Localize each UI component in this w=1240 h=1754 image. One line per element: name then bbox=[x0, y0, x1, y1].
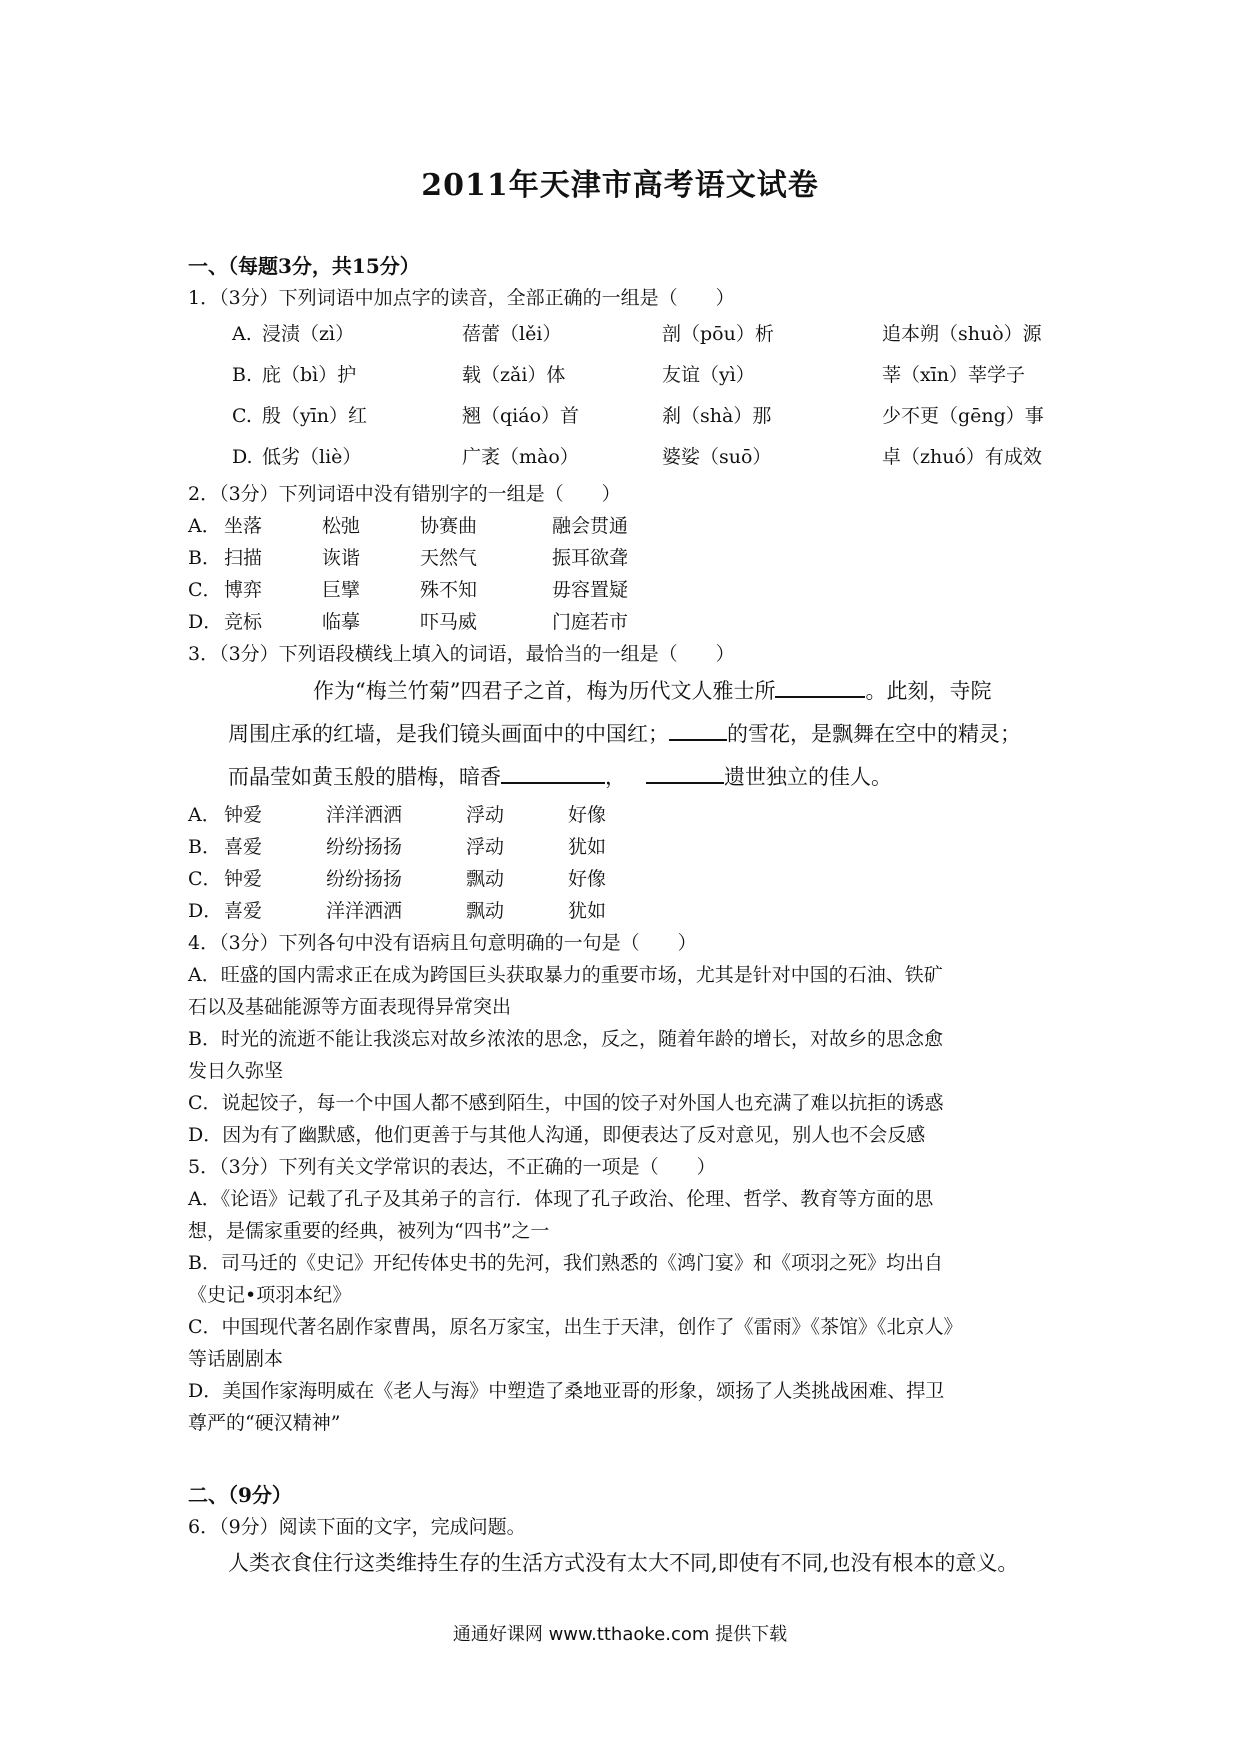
q3-option-a bbox=[188, 799, 1058, 831]
q5-option-a-line-2: 想，是儒家重要的经典，被列为“四书”之一 bbox=[188, 1220, 550, 1242]
question-3-stem: 3．（3分）下列语段横线上填入的词语，最恰当的一组是（ ） bbox=[188, 643, 735, 665]
option-cell: 松弛 bbox=[322, 515, 361, 537]
option-cell: 犹如 bbox=[568, 836, 607, 858]
option-cell: 翘（qiáo）首 bbox=[462, 405, 580, 427]
q1-option-a bbox=[232, 314, 1058, 355]
q1-option-c bbox=[232, 396, 1058, 437]
option-label: B. bbox=[232, 364, 253, 386]
option-cell: 纷纷扬扬 bbox=[326, 868, 403, 890]
question-4-stem: 4．（3分）下列各句中没有语病且句意明确的一句是（ ） bbox=[188, 932, 697, 954]
passage-text: 的雪花，是飘舞在空中的精灵； bbox=[727, 722, 1021, 746]
option-label: D. bbox=[232, 446, 253, 468]
option-label: C. bbox=[232, 405, 252, 427]
footer-source: 通通好课网 www.tthaoke.com 提供下载 bbox=[452, 1624, 788, 1645]
question-2-options bbox=[188, 510, 1058, 638]
option-cell: 剖（pōu）析 bbox=[662, 323, 774, 345]
q2-option-a bbox=[188, 510, 1058, 542]
option-cell: 融会贯通 bbox=[552, 515, 629, 537]
option-cell: 婆娑（suō） bbox=[662, 446, 772, 468]
passage-text: 作为“梅兰竹菊”四君子之首，梅为历代文人雅士所 bbox=[313, 679, 776, 703]
q3-option-d bbox=[188, 895, 1058, 927]
option-label: A. bbox=[232, 323, 252, 345]
option-cell: 殊不知 bbox=[420, 579, 478, 601]
question-6-passage: 人类衣食住行这类维持生存的生活方式没有太大不同,即使有不同,也没有根本的意义。 bbox=[228, 1551, 1019, 1575]
q4-option-b-line-2: 发日久弥坚 bbox=[188, 1060, 284, 1082]
passage-line-1 bbox=[228, 670, 1058, 713]
option-cell: 洋洋洒洒 bbox=[326, 804, 403, 826]
option-cell: 好像 bbox=[568, 868, 607, 890]
section-1-heading: 一、（每题3分，共15分） bbox=[188, 254, 420, 278]
option-cell: 低劣（liè） bbox=[262, 446, 362, 468]
page-title: 2011年天津市高考语文试卷 bbox=[421, 168, 819, 203]
q2-option-d bbox=[188, 606, 1058, 638]
q2-option-b bbox=[188, 542, 1058, 574]
answer-blank bbox=[775, 672, 865, 698]
passage-text: 遗世独立的佳人。 bbox=[724, 765, 893, 789]
option-cell: 吓马威 bbox=[420, 611, 478, 633]
option-cell: 好像 bbox=[568, 804, 607, 826]
option-cell: 振耳欲聋 bbox=[552, 547, 629, 569]
option-cell: 钟爱 bbox=[224, 868, 263, 890]
option-cell: 诙谐 bbox=[322, 547, 361, 569]
q5-option-b-line-2: 《史记•项羽本纪》 bbox=[188, 1284, 352, 1306]
option-cell: 协赛曲 bbox=[420, 515, 478, 537]
option-cell: 纷纷扬扬 bbox=[326, 836, 403, 858]
option-cell: 钟爱 bbox=[224, 804, 263, 826]
option-cell: 友谊（yì） bbox=[662, 364, 755, 386]
q5-option-c-line-1: C．中国现代著名剧作家曹禺，原名万家宝，出生于天津，创作了《雷雨》《茶馆》《北京人》 bbox=[188, 1316, 963, 1338]
q5-option-a-line-1: A．《论语》记载了孔子及其弟子的言行．体现了孔子政治、伦理、哲学、教育等方面的思 bbox=[188, 1188, 934, 1210]
option-label: B． bbox=[188, 836, 221, 858]
q5-option-d-line-1: D．美国作家海明威在《老人与海》中塑造了桑地亚哥的形象，颂扬了人类挑战困难、捍卫 bbox=[188, 1380, 945, 1402]
exam-content bbox=[188, 250, 1058, 1583]
option-label: B． bbox=[188, 547, 221, 569]
option-cell: 庇（bì）护 bbox=[262, 364, 357, 386]
option-cell: 卓（zhuó）有成效 bbox=[882, 446, 1042, 468]
q4-option-d: D．因为有了幽默感，他们更善于与其他人沟通，即便表达了反对意见，别人也不会反感 bbox=[188, 1124, 926, 1146]
q5-option-c-line-2: 等话剧剧本 bbox=[188, 1348, 284, 1370]
section-2-heading: 二、（9分） bbox=[188, 1483, 292, 1507]
question-3-options bbox=[188, 799, 1058, 927]
option-cell: 浮动 bbox=[466, 836, 505, 858]
option-cell: 殷（yīn）红 bbox=[262, 405, 368, 427]
option-cell: 天然气 bbox=[420, 547, 478, 569]
q1-option-d bbox=[232, 437, 1058, 478]
option-cell: 洋洋洒洒 bbox=[326, 900, 403, 922]
q4-option-c: C．说起饺子，每一个中国人都不感到陌生，中国的饺子对外国人也充满了难以抗拒的诱惑 bbox=[188, 1092, 944, 1114]
option-cell: 犹如 bbox=[568, 900, 607, 922]
option-cell: 飘动 bbox=[466, 900, 505, 922]
answer-blank bbox=[501, 758, 605, 784]
option-cell: 坐落 bbox=[224, 515, 263, 537]
passage-text: 周围庄承的红墙，是我们镜头画面中的中国红； bbox=[228, 722, 669, 746]
question-1-options bbox=[232, 314, 1058, 478]
option-cell: 少不更（gēng）事 bbox=[882, 405, 1044, 427]
question-1-stem: 1．（3分）下列词语中加点字的读音，全部正确的一组是（ ） bbox=[188, 287, 735, 309]
q5-option-d-line-2: 尊严的“硬汉精神” bbox=[188, 1412, 341, 1434]
q2-option-c bbox=[188, 574, 1058, 606]
option-cell: 刹（shà）那 bbox=[662, 405, 772, 427]
option-cell: 追本朔（shuò）源 bbox=[882, 323, 1042, 345]
option-label: D． bbox=[188, 900, 223, 922]
option-cell: 载（zǎi）体 bbox=[462, 364, 566, 386]
option-cell: 浮动 bbox=[466, 804, 505, 826]
question-2-stem: 2．（3分）下列词语中没有错别字的一组是（ ） bbox=[188, 483, 621, 505]
q4-option-a-line-2: 石以及基础能源等方面表现得异常突出 bbox=[188, 996, 512, 1018]
option-cell: 莘（xīn）莘学子 bbox=[882, 364, 1026, 386]
option-cell: 扫描 bbox=[224, 547, 263, 569]
option-cell: 飘动 bbox=[466, 868, 505, 890]
q4-option-a-line-1: A．旺盛的国内需求正在成为跨国巨头获取暴力的重要市场，尤其是针对中国的石油、铁矿 bbox=[188, 964, 943, 986]
option-label: D． bbox=[188, 611, 223, 633]
passage-text: ， bbox=[605, 765, 626, 789]
passage-line-2 bbox=[228, 713, 1058, 756]
option-cell: 喜爱 bbox=[224, 900, 263, 922]
section-gap bbox=[188, 1439, 1058, 1479]
question-3-passage bbox=[228, 670, 1058, 799]
passage-text: 。此刻，寺院 bbox=[865, 679, 992, 703]
q3-option-c bbox=[188, 863, 1058, 895]
answer-blank bbox=[669, 715, 727, 741]
option-label: A． bbox=[188, 515, 221, 537]
option-cell: 博弈 bbox=[224, 579, 263, 601]
q1-option-b bbox=[232, 355, 1058, 396]
q4-option-b-line-1: B．时光的流逝不能让我淡忘对故乡浓浓的思念，反之，随着年龄的增长，对故乡的思念愈 bbox=[188, 1028, 943, 1050]
option-cell: 毋容置疑 bbox=[552, 579, 629, 601]
question-5-stem: 5．（3分）下列有关文学常识的表达，不正确的一项是（ ） bbox=[188, 1156, 716, 1178]
q5-option-b-line-1: B．司马迁的《史记》开纪传体史书的先河，我们熟悉的《鸿门宴》和《项羽之死》均出自 bbox=[188, 1252, 943, 1274]
option-cell: 蓓蕾（lěi） bbox=[462, 323, 562, 345]
option-cell: 广袤（mào） bbox=[462, 446, 579, 468]
passage-text: 而晶莹如黄玉般的腊梅，暗香 bbox=[228, 765, 501, 789]
passage-line-3 bbox=[228, 756, 1058, 799]
option-label: A． bbox=[188, 804, 221, 826]
option-cell: 浸渍（zì） bbox=[262, 323, 355, 345]
option-cell: 喜爱 bbox=[224, 836, 263, 858]
option-label: C． bbox=[188, 579, 222, 601]
answer-blank bbox=[646, 758, 724, 784]
option-label: C． bbox=[188, 868, 222, 890]
option-cell: 门庭若市 bbox=[552, 611, 629, 633]
option-cell: 巨擘 bbox=[322, 579, 361, 601]
option-cell: 竞标 bbox=[224, 611, 263, 633]
q3-option-b bbox=[188, 831, 1058, 863]
option-cell: 临摹 bbox=[322, 611, 361, 633]
question-6-stem: 6．（9分）阅读下面的文字，完成问题。 bbox=[188, 1516, 526, 1538]
